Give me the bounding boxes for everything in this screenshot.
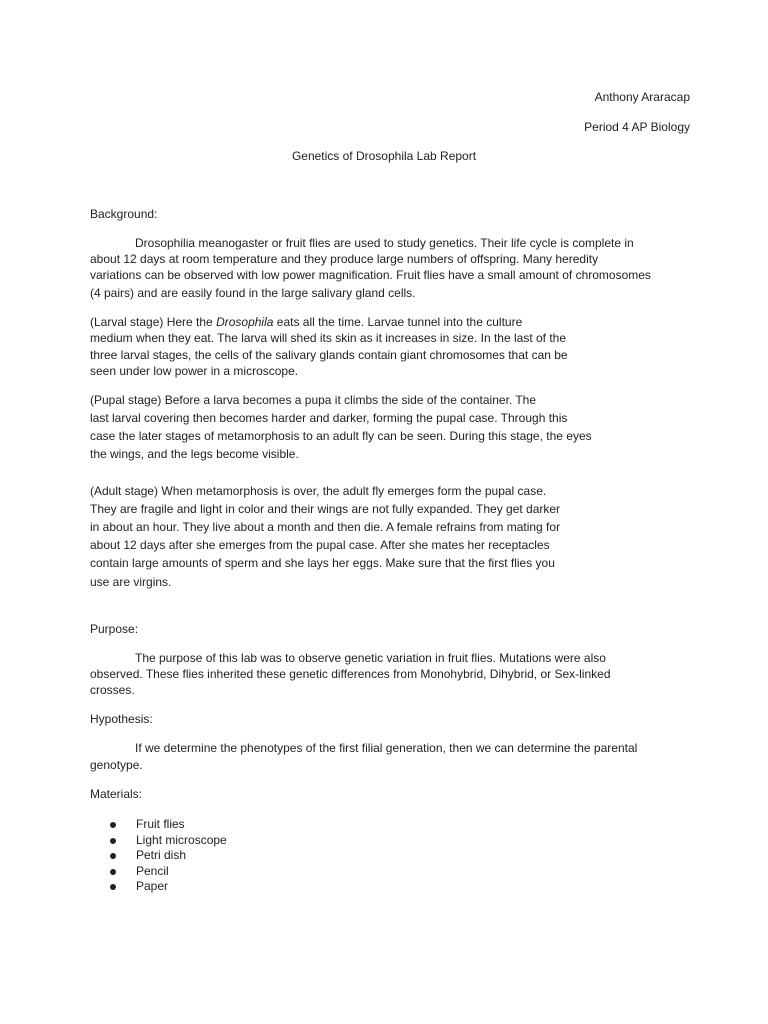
pupal-stage-line: (Pupal stage) Before a larva becomes a pupa it climbs the side of the container. The [90,393,537,407]
list-item: Paper [110,879,227,895]
report-title: Genetics of Drosophila Lab Report [291,149,477,163]
larval-stage-line: seen under low power in a microscope. [90,364,299,378]
pupal-stage-line: the wings, and the legs become visible. [90,447,299,461]
background-p1-line: (4 pairs) and are easily found in the large salivary gland cells. [90,286,416,300]
purpose-line: The purpose of this lab was to observe genetic variation in fruit flies. Mutations were also [135,651,606,665]
adult-stage-line: They are fragile and light in color and their wings are not fully expanded. They get darker [90,502,561,516]
hypothesis-line: genotype. [90,758,143,772]
larval-prefix: (Larval stage) Here the [90,315,217,329]
adult-stage-line: contain large amounts of sperm and she lays her eggs. Make sure that the first flies you [90,556,555,570]
background-p1-line: variations can be observed with low power magnification. Fruit flies have a small amount of chromosomes [90,268,651,282]
background-heading: Background: [90,207,158,221]
list-item: Light microscope [110,833,227,849]
background-p1-line: about 12 days at room temperature and they produce large numbers of offspring. Many heredity [90,252,599,266]
adult-stage-line: use are virgins. [90,575,172,589]
list-item: Pencil [110,864,227,880]
hypothesis-line: If we determine the phenotypes of the first filial generation, then we can determine the parental [135,741,638,755]
hypothesis-heading: Hypothesis: [90,712,153,726]
pupal-stage-line: last larval covering then becomes harder and darker, forming the pupal case. Through this [90,411,568,425]
larval-stage-line [90,314,522,330]
purpose-line: observed. These flies inherited these genetic differences from Monohybrid, Dihybrid, or Sex-linked [90,667,611,681]
materials-list [110,817,227,895]
purpose-heading: Purpose: [90,622,139,636]
larval-stage-line: medium when they eat. The larva will shed its skin as it increases in size. In the last of the [90,331,567,345]
author-name: Anthony Araracap [594,90,690,104]
list-item: Petri dish [110,848,227,864]
background-p1-line: Drosophilia meanogaster or fruit flies are used to study genetics. Their life cycle is complete in [135,236,634,250]
larval-stage-line: three larval stages, the cells of the salivary glands contain giant chromosomes that can be [90,348,568,362]
course-name: Period 4 AP Biology [584,120,690,134]
adult-stage-line: (Adult stage) When metamorphosis is over, the adult fly emerges form the pupal case. [90,484,547,498]
purpose-line: crosses. [90,683,135,697]
adult-stage-line: about 12 days after she emerges from the pupal case. After she mates her receptacles [90,538,550,552]
adult-stage-line: in about an hour. They live about a month and then die. A female refrains from mating for [90,520,561,534]
larval-suffix: eats all the time. Larvae tunnel into the culture [273,315,523,329]
materials-heading: Materials: [90,787,143,801]
list-item: Fruit flies [110,817,227,833]
pupal-stage-line: case the later stages of metamorphosis to an adult fly can be seen. During this stage, the eyes [90,429,592,443]
larval-species-italic: Drosophila [216,315,274,329]
